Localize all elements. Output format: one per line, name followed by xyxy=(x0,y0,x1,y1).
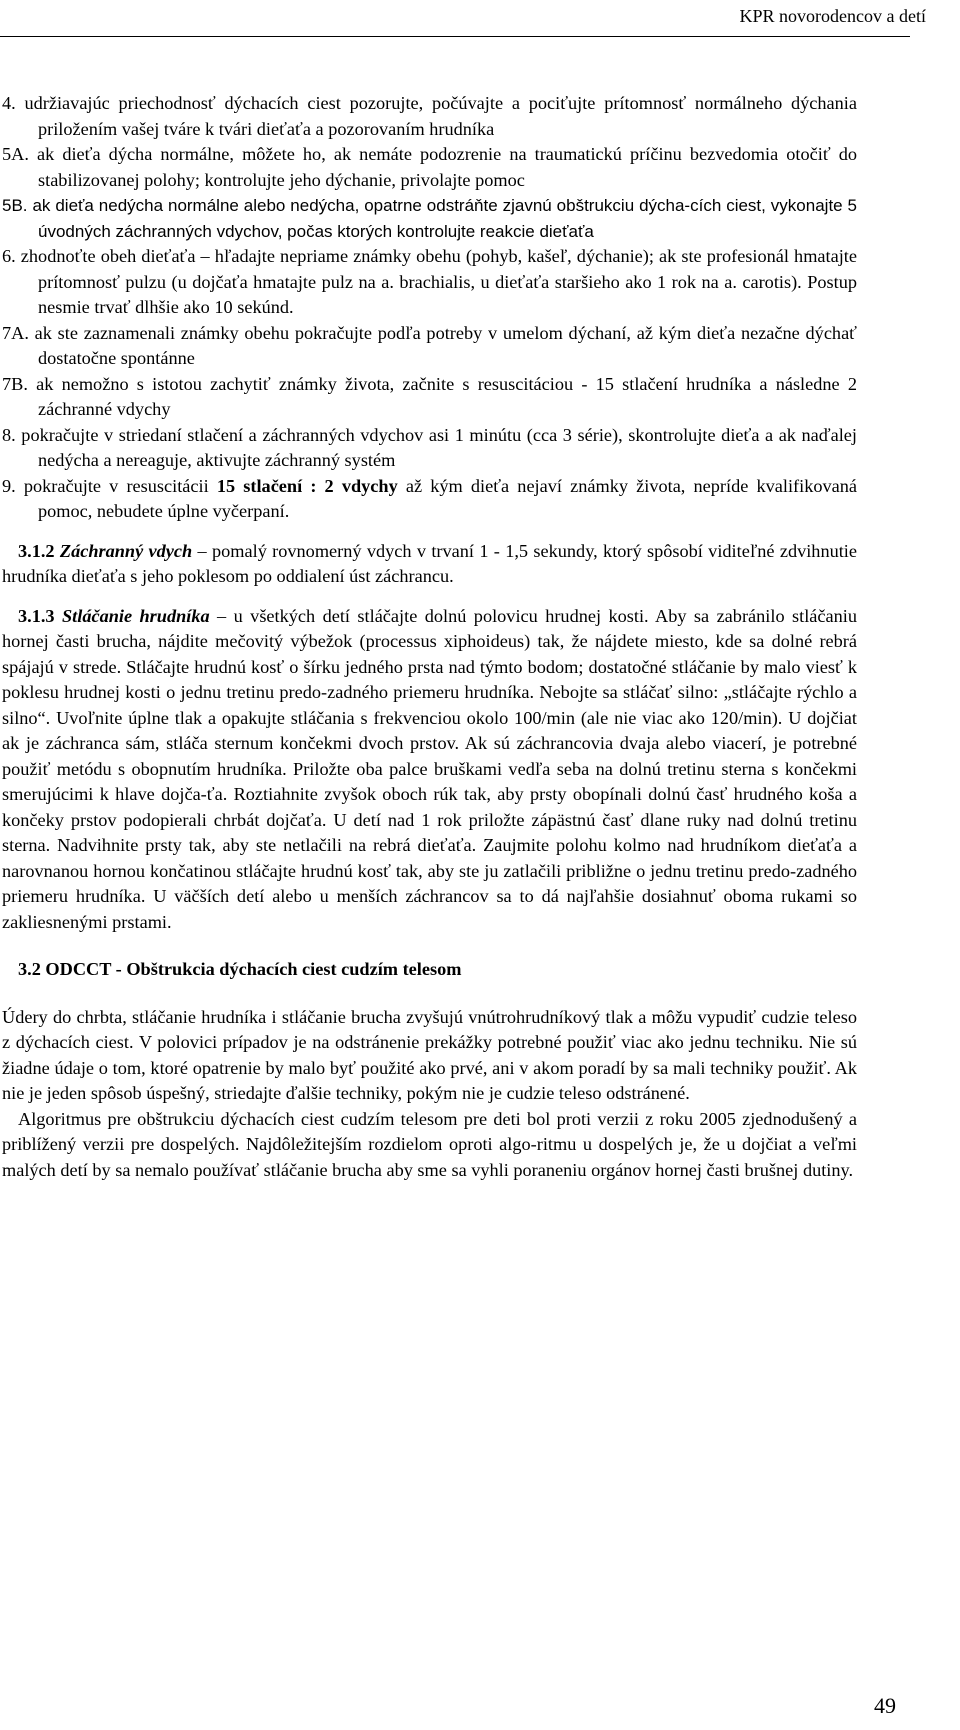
section-3-1-2 xyxy=(2,539,857,590)
page-number: 49 xyxy=(874,1693,896,1718)
step-emphasis: 15 stlačení : 2 vdychy xyxy=(216,475,398,496)
body-paragraph: Algoritmus pre obštrukciu dýchacích ciest cudzím telesom pre deti bol proti verzii z roku 2005 zjednodušený a priblížený verzii pre dospelých. Najdôležitejším rozdielom oproti algo-ritmu u dospelých je, že u dojčiat a veľmi malých detí by sa nemalo používať stláčanie brucha aby sme sa vyhli poraneniu orgánov hornej časti brušnej dutiny. xyxy=(2,1108,857,1180)
step-4 xyxy=(2,91,857,142)
step-8 xyxy=(2,423,857,474)
step-7b xyxy=(2,372,857,423)
section-title: Záchranný vdych xyxy=(59,540,193,561)
step-text: ak dieťa nedýcha normálne alebo nedýcha, opatrne odstráňte zjavnú obštrukciu dýcha-cích ciest, vykonajte 5 úvodných záchranných vdychov, počas ktorých kontrolujte reakcie dieťaťa xyxy=(32,196,857,241)
step-5a xyxy=(2,142,857,193)
step-5b xyxy=(2,193,857,244)
step-text: až kým dieťa nejaví známky života, nepríde kvalifikovaná pomoc, nebudete úplne vyčerpaní. xyxy=(38,475,857,521)
header-rule xyxy=(0,36,910,37)
step-label: 6. xyxy=(2,246,16,266)
step-7a xyxy=(2,321,857,372)
step-text: pokračujte v striedaní stlačení a záchranných vdychov asi 1 minútu (cca 3 série), skontrolujte dieťa a ak naďalej nedýcha a nereaguje, aktivujte záchranný systém xyxy=(21,424,857,470)
step-label: 5A. xyxy=(2,144,29,164)
section-text: – pomalý rovnomerný vdych v trvaní 1 - 1,5 sekundy, ktorý spôsobí viditeľné zdvihnutie hrudníka dieťaťa s jeho poklesom po oddialení úst záchrancu. xyxy=(2,540,858,586)
step-text: ak nemožno s istotou zachytiť známky života, začnite s resuscitáciou - 15 stlačení hrudníka a následne 2 záchranné vdychy xyxy=(36,373,857,419)
section-heading: 3.2 ODCCT - Obštrukcia dýchacích ciest cudzím telesom xyxy=(18,959,462,979)
section-number: 3.1.2 xyxy=(18,540,55,561)
spacer xyxy=(2,525,857,539)
section-text: – u všetkých detí stláčajte dolnú polovicu hrudnej kosti. Aby sa zabránilo stláčaniu hornej časti brucha, nájdite mečovitý výbežok (processus xiphoideus) tak, že nájdete miesto, kde sa dolné rebrá spájajú v strede. Stláčajte hrudnú kosť o šírku jedného prsta nad týmto bodom; dostatočné stláčanie by malo viesť k poklesu hrudnej kosti o jednu tretinu predo-zadného priemeru hrudníka. Nebojte sa stláčať silno: „stláčajte rýchlo a silno“. Uvoľnite úplne tlak a opakujte stláčania s frekvenciou okolo 100/min (ale nie viac ako 120/min). U dojčiat ak je záchranca sám, stláča sternum končekmi dvoch prstov. Ak sú záchrancovia dvaja alebo viacerí, je potrebné použiť metódu s obopnutím hrudníka. Priložte oba palce bruškami vedľa seba na dolnú tretinu sterna s končekmi smerujúcimi k hlave dojča-ťa. Roztiahnite zvyšok oboch rúk tak, aby prsty obopínali dolnú časť hrudného koša a končeky prstov podopierali chrbát dojčaťa. U detí nad 1 rok priložte zápästnú časť dlane ruky nad dolnú tretinu sterna. Nadvihnite prsty tak, aby ste netlačili na rebrá dieťaťa. Zaujmite polohu kolmo nad hrudníkom dieťaťa a narovnanou hornou končatinou stláčajte hrudnú kosť tak, aby ste ju zatlačili približne o jednu tretinu predo-zadného priemeru hrudníka. U väčších detí alebo u menších záchrancov sa to dá najľahšie dosiahnuť oboma rukami so zakliesnenými prstami. xyxy=(2,605,857,932)
spacer xyxy=(2,935,857,957)
spacer xyxy=(2,590,857,604)
step-9 xyxy=(2,474,857,525)
step-text: udržiavajúc priechodnosť dýchacích ciest pozorujte, počúvajte a pociťujte prítomnosť normálneho dýchania priložením vašej tváre k tvári dieťaťa a pozorovaním hrudníka xyxy=(24,93,857,139)
section-title: Stláčanie hrudníka xyxy=(62,605,210,626)
step-label: 8. xyxy=(2,424,16,445)
section-number: 3.1.3 xyxy=(18,605,55,626)
step-text: ak ste zaznamenali známky obehu pokračujte podľa potreby v umelom dýchaní, až kým dieťa nezačne dýchať dostatočne spontánne xyxy=(34,322,857,368)
body-paragraph: Údery do chrbta, stláčanie hrudníka i stláčanie brucha zvyšujú vnútrohrudníkový tlak a môžu vypudiť cudzie teleso z dýchacích ciest. V polovici prípadov je na odstránenie prekážky potrebné použiť viac ako jednu techniku. Nie sú žiadne údaje o tom, ktoré opatrenie by malo byť použité ako prvé, ani v akom poradí by sa mali techniky použiť. Ak nie je jeden spôsob úspešný, striedajte ďalšie techniky, pokým nie je cudzie teleso odstránené. xyxy=(2,1006,857,1103)
section-3-1-3 xyxy=(2,604,857,936)
step-label: 7A. xyxy=(2,322,29,343)
running-header: KPR novorodencov a detí xyxy=(739,6,926,26)
step-label: 7B. xyxy=(2,373,28,394)
step-6 xyxy=(2,244,857,321)
step-text: ak dieťa dýcha normálne, môžete ho, ak nemáte podozrenie na traumatickú príčinu bezvedomia otočiť do stabilizovanej polohy; kontrolujte jeho dýchanie, privolajte pomoc xyxy=(37,144,857,190)
step-label: 4. xyxy=(2,93,16,113)
page-body xyxy=(2,91,857,1183)
spacer xyxy=(2,983,857,1005)
step-text: pokračujte v resuscitácii xyxy=(23,475,217,496)
step-label: 9. xyxy=(2,475,16,496)
step-label: 5B. xyxy=(2,196,28,215)
step-text: zhodnoťte obeh dieťaťa – hľadajte nepriame známky obehu (pohyb, kašeľ, dýchanie); ak ste profesionál hmatajte prítomnosť pulzu (u dojčaťa hmatajte pulz na a. brachialis, u dieťaťa staršieho ako 1 rok na a. carotis). Postup nesmie trvať dlhšie ako 10 sekúnd. xyxy=(20,246,857,317)
